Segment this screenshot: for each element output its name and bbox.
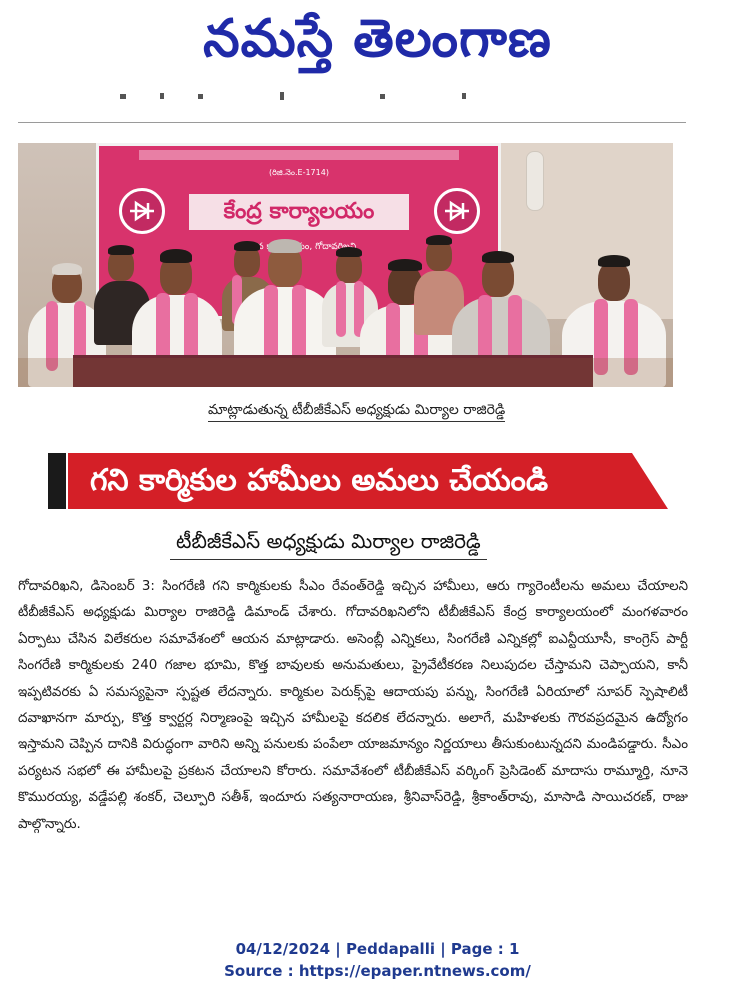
photo-bottle [526,151,544,211]
headline: గని కార్మికుల హామీలు అమలు చేయండి [90,463,549,498]
masthead-cropped-text-strip [80,90,680,102]
newspaper-name: నమస్తే తెలంగాణ [203,9,552,69]
banner-central-office: కేంద్ర కార్యాలయం [189,194,409,230]
union-logo-right-icon [437,191,477,231]
table-edge [18,358,673,387]
photo-caption: మాట్లాడుతున్న టీబీజీకేఎస్ అధ్యక్షుడు మిర్యాల రాజిరెడ్డి [208,398,505,422]
banner-cropped-text-shape [129,146,469,164]
masthead [0,0,755,82]
headline-block [48,453,668,509]
banner-address: గోదావరిఖని [315,242,357,252]
subheadline: టీబీజీకేఎస్ అధ్యక్షుడు మిర్యాల రాజిరెడ్డి [170,524,487,560]
footer [0,938,755,982]
union-logo-icon [119,188,165,234]
news-photo [18,143,673,387]
union-logo-icon [434,188,480,234]
masthead-rule [18,122,686,123]
banner-cropped-top-text [129,146,469,164]
footer-date-edition-page: 04/12/2024 | Peddapalli | Page : 1 [235,940,520,958]
headline-accent-bar [48,453,66,509]
banner-registration: (రిజి.నెం.E-1714) [269,168,329,177]
article-body: గోదావరిఖని, డిసెంబర్ 3: సింగరేణి గని కార్మికులకు సీఎం రేవంత్‌రెడ్డి ఇచ్చిన హామీలు, ఆరు గ్యారెంటీలను అమలు చేయాలని టీబీజీకేఎస్ అధ్యక్షుడు మిర్యాల రాజిరెడ్డి డిమాండ్ చేశారు. గోదావరిఖనిలోని టీబీజీకేఎస్ కేంద్ర కార్యాలయంలో మంగళవారం ఏర్పాటు చేసిన విలేకరుల సమావేశంలో ఆయన మాట్లాడారు. అసెంబ్లీ ఎన్నికలు, సింగరేణి ఎన్నికల్లో ఐఎన్టీయూసీ, కాంగ్రెస్ పార్టీ సింగరేణి కార్మికులకు 240 గజాల భూమి, కొత్త బావులకు అనుమతులు, ప్రైవేటీకరణ నిలుపుదల చేస్తామని చెప్పాయని, కానీ ఇప్పటివరకు ఏ సమస్యపైనా స్పష్టత లేదన్నారు. కార్మికుల పెరుక్స్‌పై ఆదాయపు పన్ను, సింగరేణి ఏరియాలో సూపర్ స్పెషాలిటీ దవాఖానగా మార్పు, కొత్త క్వార్టర్ల నిర్మాణంపై ఇచ్చిన హామీలపై కదలిక లేదన్నారు. అలాగే, మహిళలకు గౌరవప్రదమైన ఉద్యోగం ఇస్తామని చెప్పిన దానికి విరుద్ధంగా వారిని అన్ని పనులకు పంపేలా యాజమాన్యం నిర్ణయాలు తీసుకుంటున్నదని మండిపడ్డారు. సీఎం పర్యటన సభలో ఈ హామీలపై ప్రకటన చేయాలని కోరారు. సమావేశంలో టీబీజీకేఎస్ వర్కింగ్ ప్రెసిడెంట్ మాదాసు రామ్మూర్తి, నూనె కొమురయ్య, వడ్డేపల్లి శంకర్, చెల్పూరి సతీశ్, ఇందూరు సత్యనారాయణ, శ్రీనివాస్‌రెడ్డి, శ్రీకాంత్‌రావు, మాసాడి సాయిచరణ్, రాజు పాల్గొన్నారు. [18,579,688,832]
footer-source: Source : https://epaper.ntnews.com/ [224,962,531,980]
union-logo-left-icon [122,191,162,231]
